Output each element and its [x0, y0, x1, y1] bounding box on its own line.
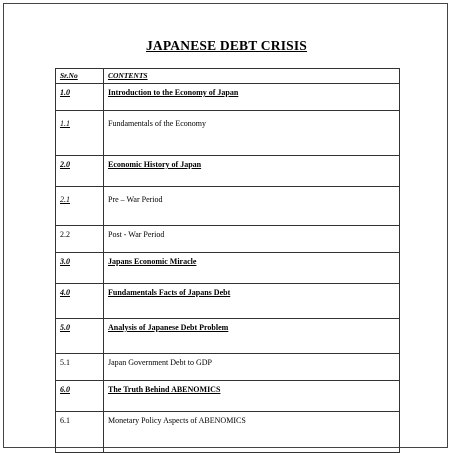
section-title: Fundamentals of the Economy	[104, 111, 400, 156]
header-contents: CONTENTS	[104, 69, 400, 84]
section-title: Analysis of Japanese Debt Problem	[104, 319, 400, 354]
section-title: Japans Economic Miracle	[104, 253, 400, 284]
section-number: 6.0	[56, 381, 104, 412]
table-row	[56, 284, 400, 319]
table-row	[56, 354, 400, 381]
section-title: Japan Government Debt to GDP	[104, 354, 400, 381]
table-row	[56, 412, 400, 453]
section-number: 2.1	[56, 187, 104, 226]
table-header-row	[56, 69, 400, 84]
document-title: JAPANESE DEBT CRISIS	[145, 38, 308, 53]
section-number: 2.0	[56, 156, 104, 187]
table-row	[56, 226, 400, 253]
section-number: 4.0	[56, 284, 104, 319]
header-sr-no: Sr.No	[56, 69, 104, 84]
section-number: 1.1	[56, 111, 104, 156]
section-title: Monetary Policy Aspects of ABENOMICS	[104, 412, 400, 453]
section-number: 1.0	[56, 84, 104, 111]
table-row	[56, 84, 400, 111]
contents-table	[55, 68, 400, 453]
section-title: Post - War Period	[104, 226, 400, 253]
section-number: 3.0	[56, 253, 104, 284]
table-row	[56, 381, 400, 412]
section-title: Introduction to the Economy of Japan	[104, 84, 400, 111]
section-title: Economic History of Japan	[104, 156, 400, 187]
section-title: Fundamentals Facts of Japans Debt	[104, 284, 400, 319]
table-row	[56, 187, 400, 226]
section-number: 2.2	[56, 226, 104, 253]
section-title: Pre – War Period	[104, 187, 400, 226]
table-row	[56, 253, 400, 284]
table-row	[56, 319, 400, 354]
table-row	[56, 111, 400, 156]
section-number: 6.1	[56, 412, 104, 453]
section-number: 5.0	[56, 319, 104, 354]
table-row	[56, 156, 400, 187]
section-number: 5.1	[56, 354, 104, 381]
section-title: The Truth Behind ABENOMICS	[104, 381, 400, 412]
